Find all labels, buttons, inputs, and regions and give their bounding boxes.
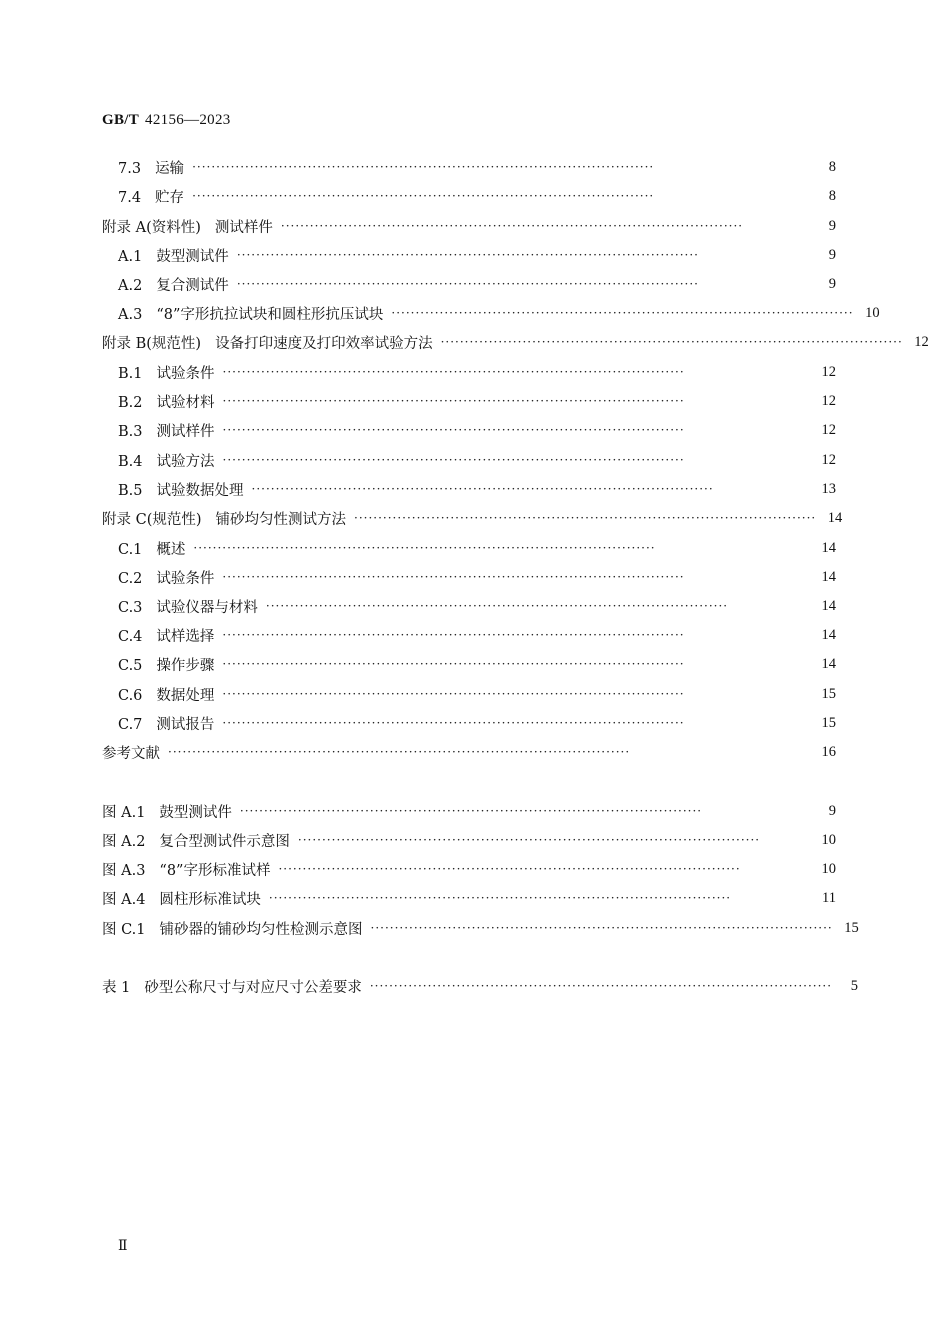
toc-code: A.2 — [118, 277, 143, 294]
leader-dots: ································································································ — [391, 306, 854, 320]
leader-dots: ································································································ — [236, 248, 699, 262]
leader-dots: ································································································ — [440, 335, 903, 349]
toc-code: 图 A.2 — [102, 833, 146, 850]
toc-code: B.1 — [118, 365, 143, 382]
toc-page: 10 — [865, 304, 880, 321]
toc-page: 8 — [828, 158, 836, 175]
toc-title: “8”字形抗拉试块和圆柱形抗压试块 — [156, 306, 384, 323]
toc-entry[interactable] — [118, 419, 836, 441]
toc-title: 测试样件 — [214, 219, 273, 236]
figure-entry[interactable] — [102, 887, 836, 909]
leader-dots: ································································································ — [239, 804, 703, 818]
toc-entry[interactable] — [102, 741, 836, 763]
toc-code: A.1 — [118, 248, 143, 265]
standard-code: GB/T — [102, 112, 140, 128]
toc-page: 12 — [914, 333, 929, 350]
toc-title: 数据处理 — [156, 687, 215, 704]
toc-page: 9 — [828, 246, 836, 263]
toc-code: 图 A.3 — [102, 862, 146, 879]
toc-code: C.7 — [118, 716, 143, 733]
toc-title: 铺砂均匀性测试方法 — [215, 511, 347, 528]
table-entry[interactable] — [102, 975, 859, 997]
toc-page: 12 — [821, 363, 836, 380]
toc-page: 14 — [821, 626, 836, 643]
figure-entry[interactable] — [102, 858, 836, 880]
leader-dots: ································································································ — [369, 979, 833, 993]
toc-entry[interactable] — [118, 712, 836, 734]
toc-title: 测试样件 — [156, 423, 215, 440]
toc-title: 测试报告 — [156, 716, 215, 733]
toc-code: 图 A.1 — [102, 804, 146, 821]
toc-code: C.1 — [118, 541, 143, 558]
toc-entry[interactable] — [118, 302, 880, 324]
leader-dots: ································································································ — [268, 891, 732, 905]
toc-title: 鼓型测试件 — [159, 804, 232, 821]
toc-title: 复合测试件 — [156, 277, 229, 294]
figure-entry[interactable] — [102, 917, 859, 939]
toc-entry[interactable] — [118, 653, 836, 675]
toc-entry[interactable] — [118, 683, 836, 705]
leader-dots: ································································································ — [297, 833, 761, 847]
toc-page: 16 — [821, 743, 836, 760]
figure-entry[interactable] — [102, 829, 836, 851]
leader-dots: ································································································ — [168, 745, 631, 759]
toc-code: C.4 — [118, 628, 143, 645]
toc-page: 14 — [821, 539, 836, 556]
toc-entry[interactable] — [118, 449, 836, 471]
toc-title: “8”字形标准试样 — [159, 862, 271, 879]
leader-dots: ································································································ — [222, 716, 685, 730]
toc-page: 10 — [821, 831, 836, 848]
toc-entry[interactable] — [118, 361, 836, 383]
toc-entry[interactable] — [118, 566, 836, 588]
toc-page: 9 — [828, 802, 836, 819]
toc-page: 5 — [850, 977, 859, 994]
toc-code: 附录 A(资料性) — [102, 219, 201, 236]
toc-title: 设备打印速度及打印效率试验方法 — [215, 335, 433, 352]
toc-code: C.2 — [118, 570, 143, 587]
toc-code: B.3 — [118, 423, 143, 440]
toc-entry[interactable] — [118, 390, 836, 412]
leader-dots: ································································································ — [278, 862, 741, 876]
toc-title: 鼓型测试件 — [156, 248, 229, 265]
toc-title: 试验材料 — [156, 394, 215, 411]
leader-dots: ································································································ — [222, 423, 685, 437]
toc-code: 图 C.1 — [102, 921, 146, 938]
toc-page: 14 — [821, 655, 836, 672]
toc-code: C.3 — [118, 599, 143, 616]
toc-title: 参考文献 — [102, 745, 160, 762]
toc-title: 试验条件 — [156, 570, 215, 587]
leader-dots: ································································································ — [265, 599, 729, 613]
toc-title: 试样选择 — [156, 628, 215, 645]
toc-page: 14 — [827, 509, 843, 526]
toc-entry[interactable] — [118, 478, 836, 500]
toc-title: 试验方法 — [156, 453, 215, 470]
toc-code: 7.3 — [118, 160, 142, 177]
toc-title: 贮存 — [155, 189, 185, 206]
leader-dots: ································································································ — [222, 687, 685, 701]
leader-dots: ································································································ — [222, 657, 685, 671]
leader-dots: ································································································ — [222, 365, 685, 379]
toc-title: 操作步骤 — [156, 657, 215, 674]
toc-page: 12 — [821, 451, 836, 468]
toc-entry[interactable] — [118, 537, 836, 559]
toc-page: 14 — [821, 568, 836, 585]
toc-title: 试验仪器与材料 — [156, 599, 258, 616]
toc-entry[interactable] — [102, 215, 836, 237]
toc-title: 试验条件 — [156, 365, 215, 382]
leader-dots: ································································································ — [192, 160, 655, 174]
toc-title: 铺砂器的铺砂均匀性检测示意图 — [159, 921, 363, 938]
leader-dots: ································································································ — [193, 541, 656, 555]
toc-entry[interactable] — [118, 185, 836, 207]
leader-dots: ································································································ — [251, 482, 714, 496]
toc-entry[interactable] — [118, 156, 836, 178]
toc-code: 图 A.4 — [102, 891, 146, 908]
toc-code: C.6 — [118, 687, 143, 704]
toc-page: 11 — [822, 889, 836, 906]
toc-page: 13 — [821, 480, 836, 497]
toc-code: 附录 C(规范性) — [102, 511, 202, 528]
toc-page: 15 — [821, 714, 836, 731]
toc-code: B.2 — [118, 394, 143, 411]
toc-page: 9 — [828, 217, 836, 234]
toc-code: 7.4 — [118, 189, 142, 206]
toc-page: 15 — [844, 919, 859, 936]
toc-code: 附录 B(规范性) — [102, 335, 202, 352]
toc-page: 14 — [821, 597, 836, 614]
toc-page: 12 — [821, 392, 836, 409]
figure-entry[interactable] — [102, 800, 836, 822]
toc-code: A.3 — [118, 306, 143, 323]
leader-dots: ································································································ — [280, 219, 744, 233]
leader-dots: ································································································ — [222, 394, 685, 408]
toc-entry[interactable] — [102, 507, 843, 529]
page-number: Ⅱ — [118, 1238, 128, 1254]
document-header — [102, 112, 231, 129]
toc-title: 复合型测试件示意图 — [159, 833, 290, 850]
toc-page: 15 — [821, 685, 836, 702]
leader-dots: ································································································ — [192, 189, 655, 203]
toc-code: B.4 — [118, 453, 143, 470]
toc-title: 概述 — [156, 541, 186, 558]
toc-entry[interactable] — [118, 273, 836, 295]
leader-dots: ································································································ — [222, 570, 685, 584]
toc-code: B.5 — [118, 482, 143, 499]
toc-entry[interactable] — [118, 595, 836, 617]
toc-code: 表 1 — [102, 979, 131, 996]
leader-dots: ································································································ — [370, 921, 833, 935]
toc-title: 砂型公称尺寸与对应尺寸公差要求 — [144, 979, 362, 996]
toc-page: 12 — [821, 421, 836, 438]
leader-dots: ································································································ — [222, 453, 685, 467]
leader-dots: ································································································ — [236, 277, 699, 291]
toc-entry[interactable] — [118, 624, 836, 646]
toc-entry[interactable] — [102, 331, 929, 353]
toc-code: C.5 — [118, 657, 143, 674]
toc-page: 8 — [828, 187, 836, 204]
leader-dots: ································································································ — [354, 511, 817, 525]
standard-number: 42156—2023 — [145, 112, 231, 128]
toc-page: 9 — [828, 275, 836, 292]
toc-title: 试验数据处理 — [156, 482, 244, 499]
toc-entry[interactable] — [118, 244, 836, 266]
toc-title: 运输 — [155, 160, 185, 177]
toc-page: 10 — [821, 860, 836, 877]
leader-dots: ································································································ — [222, 628, 685, 642]
toc-title: 圆柱形标准试块 — [159, 891, 261, 908]
